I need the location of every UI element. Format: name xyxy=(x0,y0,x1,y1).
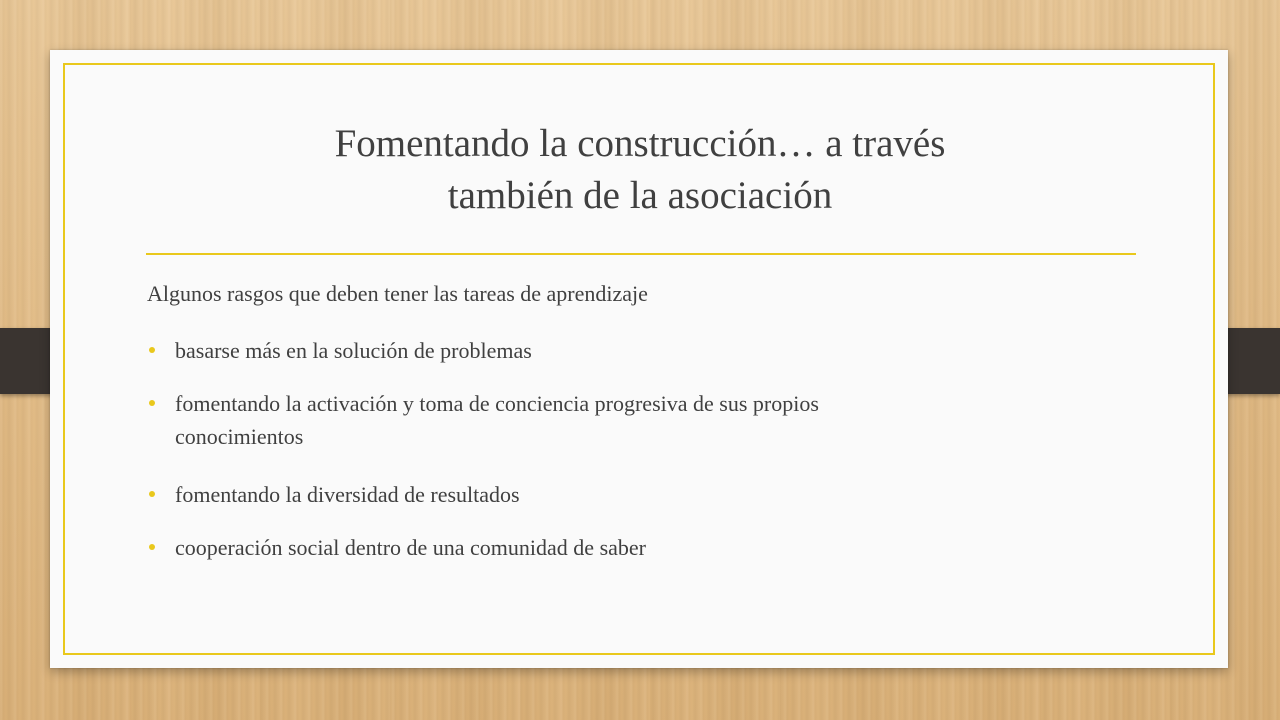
slide-card xyxy=(50,50,1228,668)
bullet-dot-icon xyxy=(149,491,155,497)
bullet-dot-icon xyxy=(149,400,155,406)
bullet-text: fomentando la activación y toma de conciencia progresiva de sus propios xyxy=(175,391,819,416)
bullet-text: fomentando la diversidad de resultados xyxy=(175,482,520,507)
title-divider xyxy=(146,253,1136,255)
bullet-text: cooperación social dentro de una comunidad de saber xyxy=(175,535,646,560)
bullet-text: basarse más en la solución de problemas xyxy=(175,338,532,363)
bullet-dot-icon xyxy=(149,544,155,550)
bullet-dot-icon xyxy=(149,347,155,353)
title-line-2: también de la asociación xyxy=(447,174,833,217)
bullet-text-continued: conocimientos xyxy=(175,424,304,449)
slide-title xyxy=(130,118,1150,222)
title-line-1: Fomentando la construcción… a través xyxy=(334,122,946,165)
intro-text: Algunos rasgos que deben tener las tareas de aprendizaje xyxy=(147,281,648,306)
